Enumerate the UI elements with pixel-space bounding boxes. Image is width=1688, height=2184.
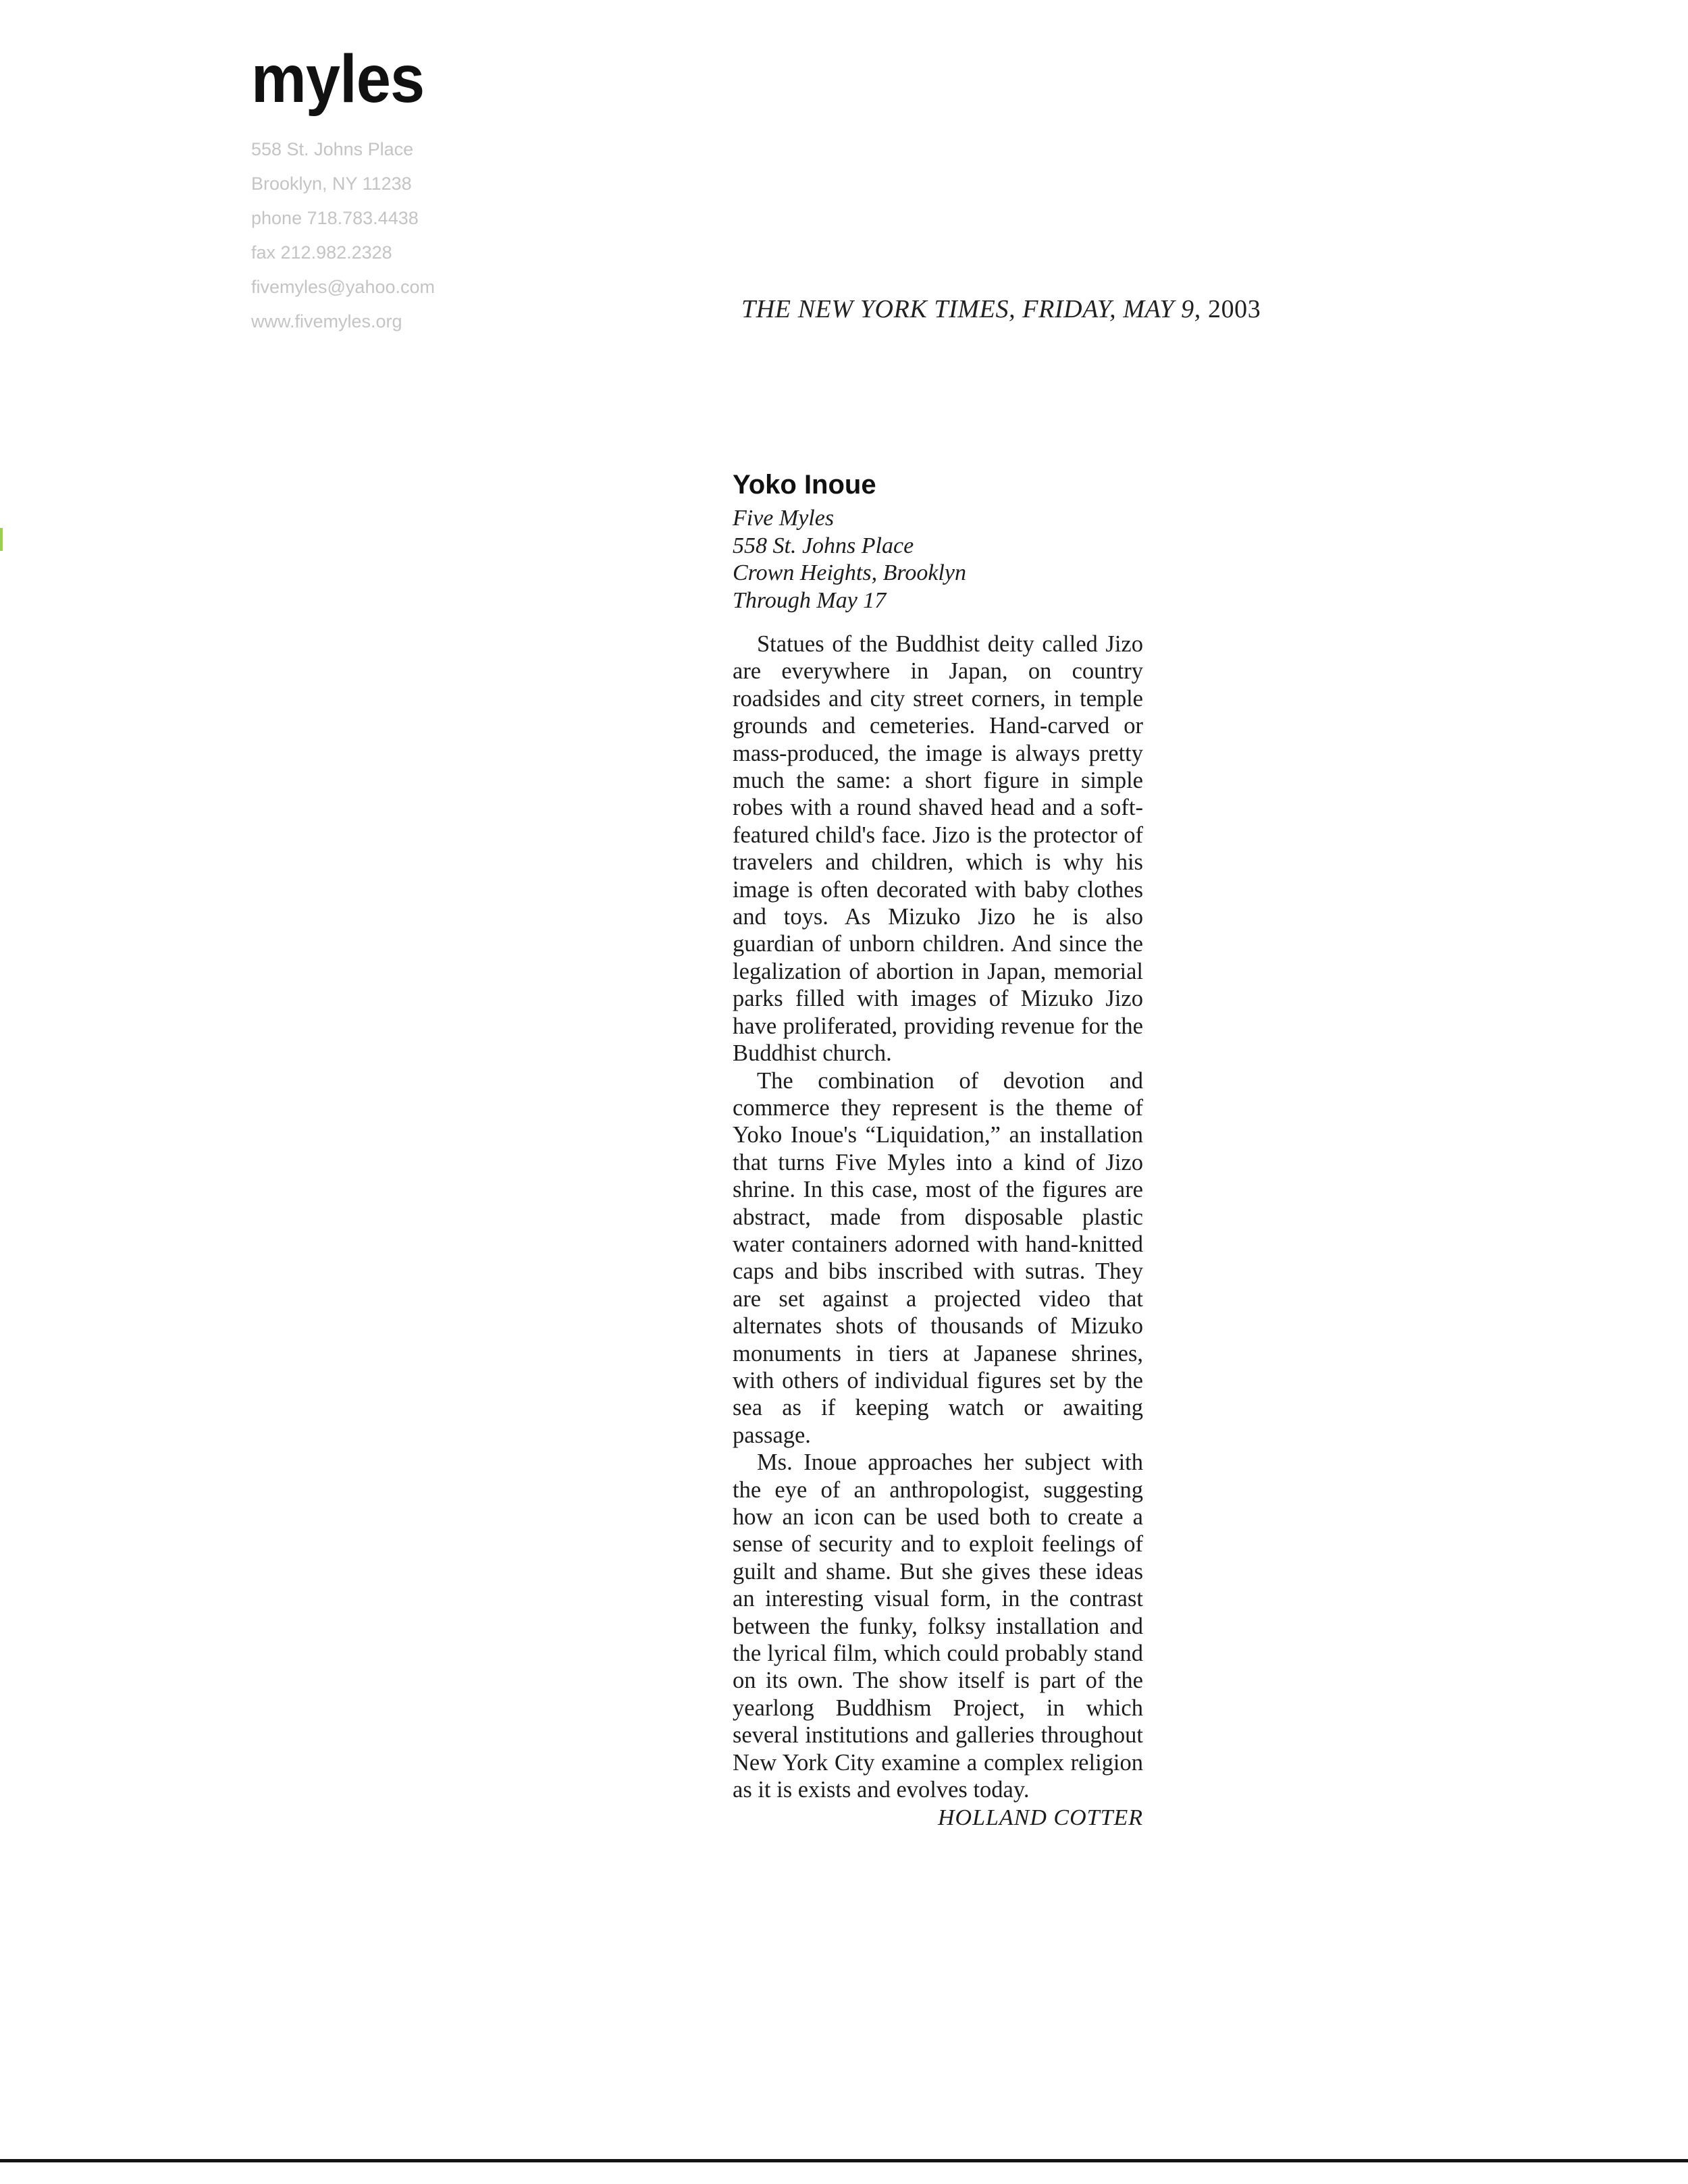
website-url: www.fivemyles.org: [251, 311, 402, 331]
article-byline: HOLLAND COTTER: [937, 1805, 1143, 1831]
phone-number: phone 718.783.4438: [251, 208, 419, 228]
article-paragraph: Ms. Inoue approaches her subject with the eye of an anthropologist, suggesting how an icon can be used both to create a sense of security and to exploit feelings of guilt and shame. But she gives these ideas an interesting visual form, in the contrast between the funky, folksy installation and the lyrical film, which could probably stand on its own. The show itself is part of the yearlong Buddhism Project, in which several institutions and galleries throughout New York City examine a complex religion as it is exists and evolves today.: [733, 1449, 1143, 1803]
email-address: fivemyles@yahoo.com: [251, 277, 436, 297]
scan-bottom-edge: [0, 2159, 1688, 2162]
venue-address: 558 St. Johns Place: [733, 533, 914, 558]
article-paragraph: The combination of devotion and commerce they represent is the theme of Yoko Inoue's “Liquidation,” an installation that turns Five Myles into a kind of Jizo shrine. In this case, most of the figures are abstract, made from disposable plastic water containers adorned with hand-knitted caps and bibs inscribed with sutras. They are set against a projected video that alternates shots of thousands of Mizuko monuments in tiers at Japanese shrines, with others of individual figures set by the sea as if keeping watch or awaiting passage.: [733, 1067, 1143, 1448]
venue-name: Five Myles: [733, 506, 835, 531]
letterhead: [251, 42, 481, 339]
gallery-logo: myles: [251, 41, 425, 117]
masthead-year: 2003: [1207, 295, 1261, 323]
venue-info: [733, 505, 1143, 614]
masthead-text: THE NEW YORK TIMES, FRIDAY, MAY 9,: [741, 295, 1201, 323]
article-paragraph: Statues of the Buddhist deity called Jizo are everywhere in Japan, on country roadsides and city street corners, in temple grounds and cemeteries. Hand-carved or mass-produced, the image is always pretty much the same: a short figure in simple robes with a round shaved head and a soft-featured child's face. Jizo is the protector of travelers and children, which is why his image is often decorated with baby clothes and toys. As Mizuko Jizo he is also guardian of unborn children. And since the legalization of abortion in Japan, memorial parks filled with images of Mizuko Jizo have proliferated, providing revenue for the Buddhist church.: [733, 631, 1143, 1067]
venue-neighborhood: Crown Heights, Brooklyn: [733, 560, 966, 585]
newspaper-masthead: [741, 294, 1261, 324]
article: [733, 469, 1143, 1832]
article-body: [733, 631, 1143, 1803]
address-line-2: Brooklyn, NY 11238: [251, 174, 412, 194]
fax-number: fax 212.982.2328: [251, 242, 392, 263]
address-line-1: 558 St. Johns Place: [251, 139, 414, 159]
article-headline: Yoko Inoue: [733, 470, 876, 500]
venue-dates: Through May 17: [733, 587, 887, 613]
scan-edge-mark: [0, 528, 3, 551]
